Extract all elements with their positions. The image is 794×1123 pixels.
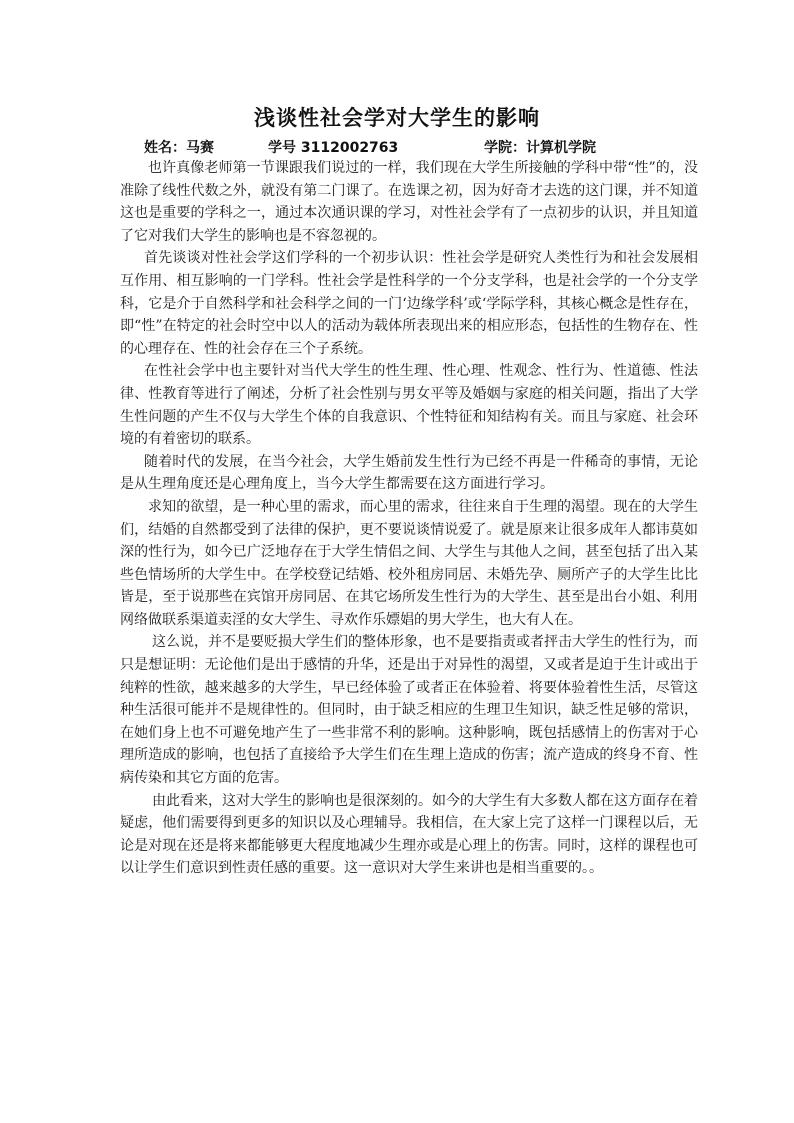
paragraph: 由此看来，这对大学生的影响也是很深刻的。如今的大学生有大多数人都在这方面存在着疑虑，他们需要得到更多的知识以及心理辅导。我相信，在大家上完了这样一门课程以后，无论是对现在还是将来都能够更大程度地减少生理亦或是心理上的伤害。同时，这样的课程也可以让学生们意识到性责任感的重要。这一意识对大学生来讲也是相当重要的。。 <box>120 792 698 877</box>
author-name: 姓名：马赛 <box>144 140 214 156</box>
paragraph: 这么说，并不是要贬损大学生们的整体形象，也不是要指责或者抨击大学生的性行为，而只是想证明：无论他们是出于感情的升华，还是出于对异性的渴望，又或者是迫于生计或出于纯粹的性欲，越来越多的大学生，早已经体验了或者正在体验着、将要体验着性生活，尽管这种生活很可能并不是规律性的。但同时，由于缺乏相应的生理卫生知识，缺乏性足够的常识，在她们身上也不可避免地产生了一些非常不利的影响。这种影响，既包括感情上的伤害对于心理所造成的影响，也包括了直接给予大学生们在生理上造成的伤害；流产造成的终身不育、性病传染和其它方面的危害。 <box>120 634 698 787</box>
document-body <box>120 157 698 880</box>
author-info-line <box>0 137 794 159</box>
student-id: 学号 3112002763 <box>268 140 399 156</box>
college-name: 学院：计算机学院 <box>484 140 596 156</box>
paragraph: 求知的欲望，是一种心里的需求，而心里的需求，往往来自于生理的渴望。现在的大学生们，结婚的自然都受到了法律的保护，更不要说谈情说爱了。就是原来让很多成年人都讳莫如深的性行为，如今已广泛地存在于大学生情侣之间、大学生与其他人之间，甚至包括了出入某些色情场所的大学生中。在学校登记结婚、校外租房同居、未婚先孕、厕所产子的大学生比比皆是，至于说那些在宾馆开房同居、在其它场所发生性行为的大学生、甚至是出台小姐、利用网络做联系渠道卖淫的女大学生、寻欢作乐嫖娼的男大学生，也大有人在。 <box>120 498 698 628</box>
paragraph: 首先谈谈对性社会学这们学科的一个初步认识：性社会学是研究人类性行为和社会发展相互作用、相互影响的一门学科。性社会学是性科学的一个分支学科，也是社会学的一个分支学科，它是介于自然科学和社会科学之间的一门‘边缘学科’或‘学际学科，其核心概念是性存在，即“性”在特定的社会时空中以人的活动为载体所表现出来的相应形态，包括性的生物存在、性的心理存在、性的社会存在三个子系统。 <box>120 250 698 357</box>
paragraph: 也许真像老师第一节课跟我们说过的一样，我们现在大学生所接触的学科中带“性”的，没准除了线性代数之外，就没有第二门课了。在选课之初，因为好奇才去选的这门课，并不知道这也是重要的学科之一，通过本次通识课的学习，对性社会学有了一点初步的认识，并且知道了它对我们大学生的影响也是不容忽视的。 <box>120 160 698 244</box>
paragraph: 随着时代的发展，在当今社会，大学生婚前发生性行为已经不再是一件稀奇的事情，无论是从生理角度还是心理角度上，当今大学生都需要在这方面进行学习。 <box>120 453 698 493</box>
document-title: 浅谈性社会学对大学生的影响 <box>254 106 540 130</box>
paragraph: 在性社会学中也主要针对当代大学生的性生理、性心理、性观念、性行为、性道德、性法律、性教育等进行了阐述，分析了社会性别与男女平等及婚姻与家庭的相关问题，指出了大学生性问题的产生不仅与大学生个体的自我意识、个性特征和知结构有关。而且与家庭、社会环境的有着密切的联系。 <box>120 363 698 448</box>
